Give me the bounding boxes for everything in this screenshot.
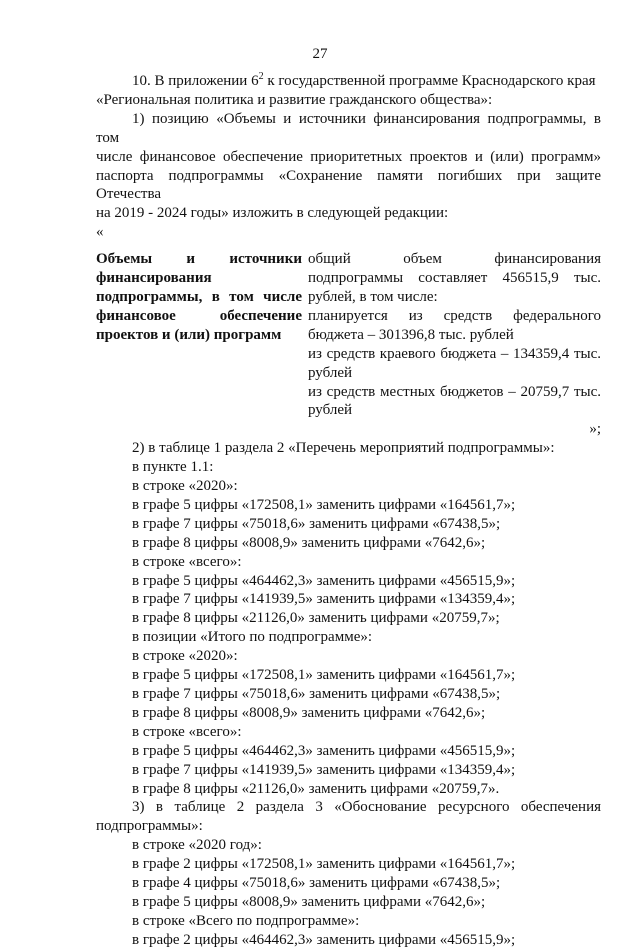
intro-line-1-text: 10. В приложении 6	[132, 73, 259, 89]
amendment-line: в графе 5 цифры «8008,9» заменить цифрами «7642,6»;	[132, 893, 486, 910]
amendment-line: 3) в таблице 2 раздела 3 «Обоснование ресурсного обеспечения	[132, 799, 601, 816]
amendment-line: в графе 8 цифры «8008,9» заменить цифрами «7642,6»;	[132, 704, 486, 721]
close-quote: »;	[589, 421, 601, 438]
item1-line: на 2019 - 2024 годы» изложить в следующей редакции:	[96, 205, 449, 222]
superscript: 2	[258, 71, 264, 82]
amendment-line: в строке «всего»:	[132, 553, 242, 570]
intro-line-2: «Региональная политика и развитие гражданского общества»:	[96, 91, 493, 108]
amendment-list	[96, 439, 601, 949]
passport-table	[96, 250, 601, 420]
left-line: финансовое обеспечение	[96, 307, 302, 324]
right-line: общий объем финансирования	[308, 251, 601, 268]
left-line: подпрограммы, в том числе	[96, 288, 302, 305]
document-body	[96, 72, 601, 950]
amendment-line: в графе 8 цифры «21126,0» заменить цифрами «20759,7»;	[132, 610, 500, 627]
amendment-line: в графе 7 цифры «141939,5» заменить цифрами «134359,4»;	[132, 591, 516, 608]
amendment-line: в позиции «Итого по подпрограмме»:	[132, 629, 373, 646]
amendment-line: в строке «всего»:	[132, 723, 242, 740]
item1-line: 1) позицию «Объемы и источники финансирования подпрограммы, в том	[96, 110, 601, 146]
amendment-line: подпрограммы»:	[96, 818, 203, 835]
right-line: из средств краевого бюджета – 134359,4 тыс.	[308, 345, 601, 362]
page-number: 27	[312, 46, 328, 62]
amendment-line: в графе 4 цифры «75018,6» заменить цифрами «67438,5»;	[132, 875, 501, 892]
left-line: финансирования	[96, 270, 212, 287]
amendment-line: в строке «2020»:	[132, 648, 238, 665]
left-line: проектов и (или) программ	[96, 326, 282, 343]
amendment-line: в строке «2020 год»:	[132, 837, 262, 854]
amendment-line: в графе 7 цифры «75018,6» заменить цифрами «67438,5»;	[132, 686, 501, 702]
amendment-line: в пункте 1.1:	[132, 459, 214, 476]
amendment-line: в графе 7 цифры «75018,6» заменить цифрами «67438,5»;	[132, 515, 501, 532]
amendment-line: в строке «Всего по подпрограмме»:	[132, 912, 360, 929]
right-line: подпрограммы составляет 456515,9 тыс.	[308, 270, 601, 287]
passport-table-left	[96, 250, 308, 420]
right-line: рублей	[308, 402, 353, 419]
amendment-line: в графе 8 цифры «8008,9» заменить цифрами «7642,6»;	[132, 534, 486, 551]
amendment-line: 2) в таблице 1 раздела 2 «Перечень мероприятий подпрограммы»:	[132, 440, 555, 457]
right-line: из средств местных бюджетов – 20759,7 тыс.	[308, 383, 601, 400]
open-quote: «	[96, 224, 104, 241]
intro-line-1	[96, 72, 601, 91]
passport-table-right	[308, 250, 601, 420]
amendment-line: в строке «2020»:	[132, 478, 238, 495]
item1-line: числе финансовое обеспечение приоритетных проектов и (или) программ»	[96, 148, 601, 165]
amendment-line: в графе 5 цифры «464462,3» заменить цифрами «456515,9»;	[132, 572, 516, 589]
amendment-line: в графе 8 цифры «21126,0» заменить цифрами «20759,7».	[132, 780, 500, 797]
amendment-line: в графе 2 цифры «464462,3» заменить цифрами «456515,9»;	[132, 931, 516, 948]
amendment-line: в графе 5 цифры «172508,1» заменить цифрами «164561,7»;	[132, 496, 516, 513]
right-line: планируется из средств федерального	[308, 307, 601, 324]
left-line: Объемы и источники	[96, 251, 302, 268]
right-line: рублей, в том числе:	[308, 288, 438, 305]
amendment-line: в графе 7 цифры «141939,5» заменить цифрами «134359,4»;	[132, 761, 516, 778]
item1-line: паспорта подпрограммы «Сохранение памяти погибших при защите Отечества	[96, 167, 601, 203]
amendment-line: в графе 2 цифры «172508,1» заменить цифрами «164561,7»;	[132, 856, 516, 873]
amendment-line: в графе 5 цифры «464462,3» заменить цифрами «456515,9»;	[132, 742, 516, 759]
intro-line-1-rest: к государственной программе Краснодарского края	[263, 73, 596, 89]
amendment-line: в графе 5 цифры «172508,1» заменить цифрами «164561,7»;	[132, 667, 516, 684]
right-line: бюджета – 301396,8 тыс. рублей	[308, 326, 514, 343]
right-line: рублей	[308, 364, 353, 381]
